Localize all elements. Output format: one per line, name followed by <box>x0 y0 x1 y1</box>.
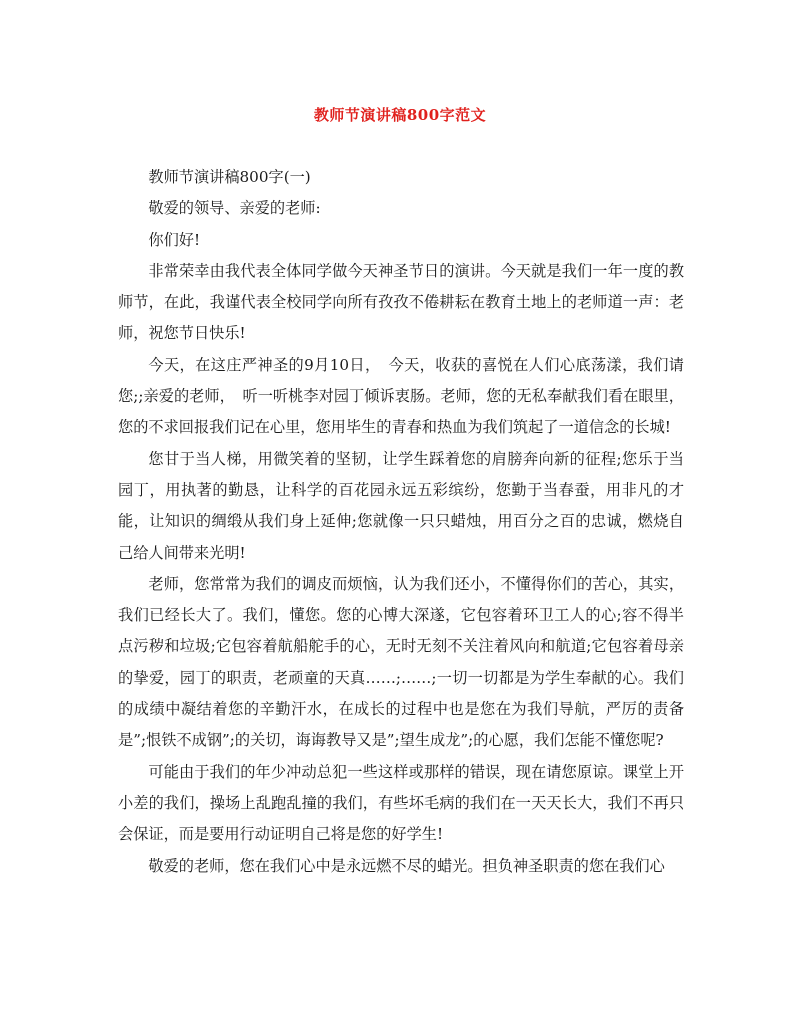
paragraph-body: 敬爱的老师，您在我们心中是永远燃不尽的蜡光。担负神圣职责的您在我们心 <box>148 856 665 875</box>
paragraph-body: 可能由于我们的年少冲动总犯一些这样或那样的错误，现在请您原谅。课堂上开小差的我们，操场上乱跑乱撞的我们，有些坏毛病的我们在一天天长大，我们不再只会保证，而是要用行动证明自己将是您的好学生! <box>118 762 684 844</box>
paragraph-body: 老师，您常常为我们的调皮而烦恼，认为我们还小，不懂得你们的苦心，其实，我们已经长大了。我们，懂您。您的心博大深遂，它包容着环卫工人的心;容不得半点污秽和垃圾;它包容着航船舵手的心，无时无刻不关注着风向和航道;它包容着母亲的挚爱，园丁的职责，老顽童的天真……;……;一切一切都是为学生奉献的心。我们的成绩中凝结着您的辛勤汗水，在成长的过程中也是您在为我们导航，严厉的责备是”;恨铁不成钢”;的关切，诲诲教导又是”;望生成龙”;的心愿，我们怎能不懂您呢? <box>118 574 684 750</box>
paragraph-body: 非常荣幸由我代表全体同学做今天神圣节日的演讲。今天就是我们一年一度的教师节，在此，我谨代表全校同学向所有孜孜不倦耕耘在教育土地上的老师道一声：老师，祝您节日快乐! <box>118 261 684 343</box>
document-body <box>118 162 684 882</box>
document-title: 教师节演讲稿800字范文 <box>313 106 487 124</box>
paragraph-greeting: 你们好! <box>148 230 201 249</box>
paragraph-body: 今天，在这庄严神圣的9月10日， 今天，收获的喜悦在人们心底荡漾，我们请您;;亲爱的老师， 听一听桃李对园丁倾诉衷肠。老师，您的无私奉献我们看在眼里，您的不求回报我们记在心里，您用毕生的青春和热血为我们筑起了一道信念的长城! <box>118 355 684 437</box>
paragraph-body: 您甘于当人梯，用微笑着的坚韧，让学生踩着您的肩膀奔向新的征程;您乐于当园丁，用执著的勤恳，让科学的百花园永远五彩缤纷，您勤于当春蚕，用非凡的才能，让知识的绸缎从我们身上延伸;您就像一只只蜡烛，用百分之百的忠诚，燃烧自己给人间带来光明! <box>118 449 684 562</box>
paragraph-salutation: 敬爱的领导、亲爱的老师: <box>148 199 321 218</box>
paragraph-subtitle: 教师节演讲稿800字(一) <box>148 168 311 186</box>
